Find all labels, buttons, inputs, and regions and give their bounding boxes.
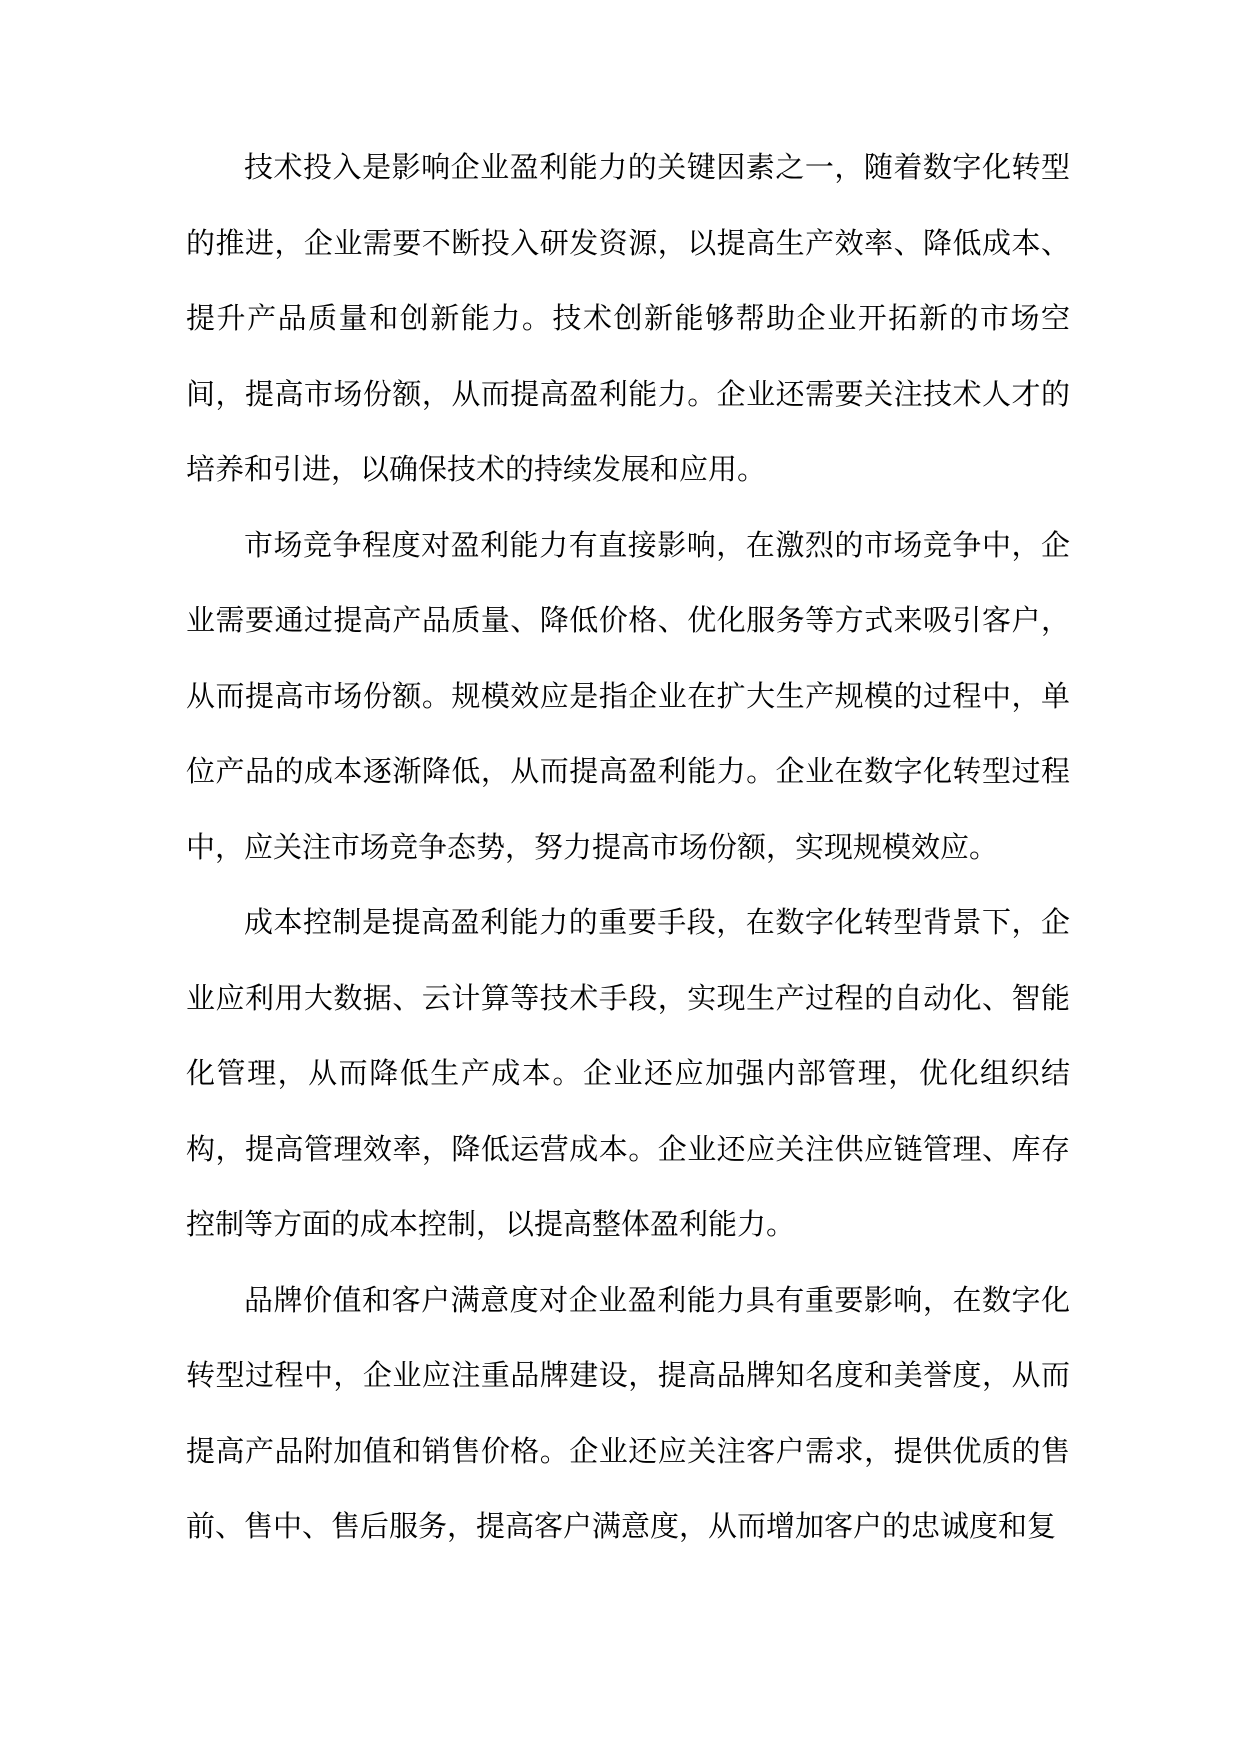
paragraph-cost-control: 成本控制是提高盈利能力的重要手段，在数字化转型背景下，企业应利用大数据、云计算等技术手段，实现生产过程的自动化、智能化管理，从而降低生产成本。企业还应加强内部管理，优化组织结构，提高管理效率，降低运营成本。企业还应关注供应链管理、库存控制等方面的成本控制，以提高整体盈利能力。 [186,905,1070,1241]
paragraph-tech-investment: 技术投入是影响企业盈利能力的关键因素之一，随着数字化转型的推进，企业需要不断投入研发资源，以提高生产效率、降低成本、提升产品质量和创新能力。技术创新能够帮助企业开拓新的市场空间，提高市场份额，从而提高盈利能力。企业还需要关注技术人才的培养和引进，以确保技术的持续发展和应用。 [186,150,1070,486]
document-body [186,130,1070,1565]
paragraph-brand-value: 品牌价值和客户满意度对企业盈利能力具有重要影响，在数字化转型过程中，企业应注重品牌建设，提高品牌知名度和美誉度，从而提高产品附加值和销售价格。企业还应关注客户需求，提供优质的售前、售中、售后服务，提高客户满意度，从而增加客户的忠诚度和复 [186,1282,1070,1543]
paragraph-market-competition: 市场竞争程度对盈利能力有直接影响，在激烈的市场竞争中，企业需要通过提高产品质量、降低价格、优化服务等方式来吸引客户，从而提高市场份额。规模效应是指企业在扩大生产规模的过程中，单位产品的成本逐渐降低，从而提高盈利能力。企业在数字化转型过程中，应关注市场竞争态势，努力提高市场份额，实现规模效应。 [186,527,1070,864]
